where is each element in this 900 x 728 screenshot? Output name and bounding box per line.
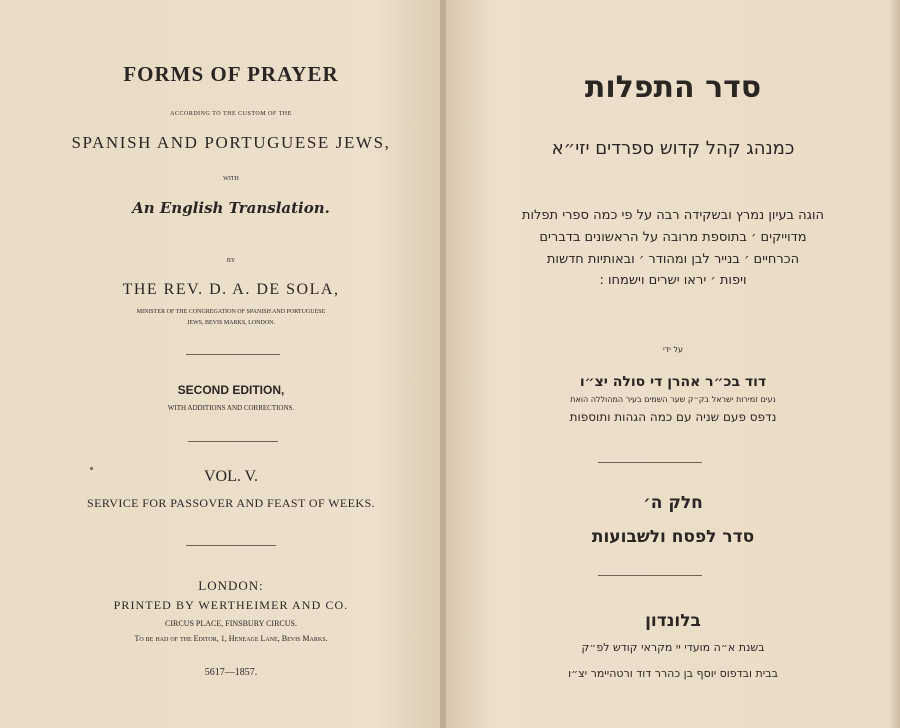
hebrew-by: על ידי	[662, 345, 684, 354]
divider-rule	[186, 354, 280, 355]
hebrew-custom: כמנהג קהל קדוש ספרדים יזי״א	[551, 138, 795, 159]
divider-rule	[598, 462, 702, 463]
printer-line: PRINTED BY WERTHEIMER AND CO.	[113, 598, 349, 612]
hebrew-place: בלונדון	[645, 611, 701, 631]
hebrew-desc-3: הכרחיים ׳ בנייר לבן ומהודר ׳ ובאותיות חדשות	[546, 252, 800, 267]
volume-label: VOL. V.	[203, 468, 259, 485]
hebrew-year: בשנת א״ה מועדי יי מקראי קודש לפ״ק	[581, 641, 765, 654]
divider-rule	[188, 441, 278, 442]
service-line: SERVICE FOR PASSOVER AND FEAST OF WEEKS.	[87, 496, 375, 510]
translation-line: An English Translation.	[132, 199, 330, 217]
hebrew-desc-1: הוגה בעיון נמרץ ובשקידה רבה על פי כמה ספרי תפלות	[521, 208, 825, 223]
hebrew-author: דוד בכ״ר אהרן די סולה יצ״ו	[579, 374, 767, 390]
by-label: BY	[226, 258, 236, 264]
date-line: 5617—1857.	[204, 667, 258, 678]
availability-line: To be had of the Editor, 1, Heneage Lane, Bevis Marks.	[134, 634, 328, 643]
author-role-1: MINISTER OF THE CONGREGATION OF SPANISH AND PORTUGUESE	[136, 309, 326, 315]
place-label: LONDON:	[198, 578, 264, 593]
page-edge	[890, 0, 900, 728]
hebrew-service: סדר לפסח ולשבועות	[591, 527, 755, 547]
hebrew-title-page	[446, 0, 900, 728]
hebrew-desc-2: מדוייקים ׳ בתוספת מרובה על הראשונים בדברים	[539, 230, 807, 245]
author-name: THE REV. D. A. DE SOLA,	[122, 281, 340, 298]
edition-line: SECOND EDITION,	[177, 383, 285, 397]
hebrew-edition: נדפס פעם שניה עם כמה הגהות ותוספות	[569, 410, 777, 424]
title: FORMS OF PRAYER	[123, 62, 339, 86]
hebrew-part: חלק ה׳	[643, 493, 703, 513]
hebrew-printer: בבית ובדפוס יוסף בן כהרר דוד ורטהיימר יצ״ו	[568, 667, 778, 680]
author-role-2: JEWS, BEVIS MARKS, LONDON.	[186, 320, 275, 326]
with-label: WITH	[223, 176, 239, 182]
edition-note: WITH ADDITIONS AND CORRECTIONS.	[167, 404, 295, 412]
hebrew-title: סדר התפלות	[584, 70, 762, 105]
hebrew-author-role: נעים זמירות ישראל בק״ק שער השמים בעיר המהוללה הואת	[570, 395, 776, 404]
hebrew-desc-4: ויפות ׳ יראו ישרים וישמחו :	[599, 273, 747, 288]
divider-rule	[186, 545, 276, 546]
divider-rule	[598, 575, 702, 576]
community-line: SPANISH AND PORTUGUESE JEWS,	[71, 133, 391, 152]
english-title-page	[0, 0, 442, 728]
custom-line: ACCORDING TO THE CUSTOM OF THE	[170, 111, 292, 117]
printer-address: CIRCUS PLACE, FINSBURY CIRCUS.	[165, 619, 297, 628]
